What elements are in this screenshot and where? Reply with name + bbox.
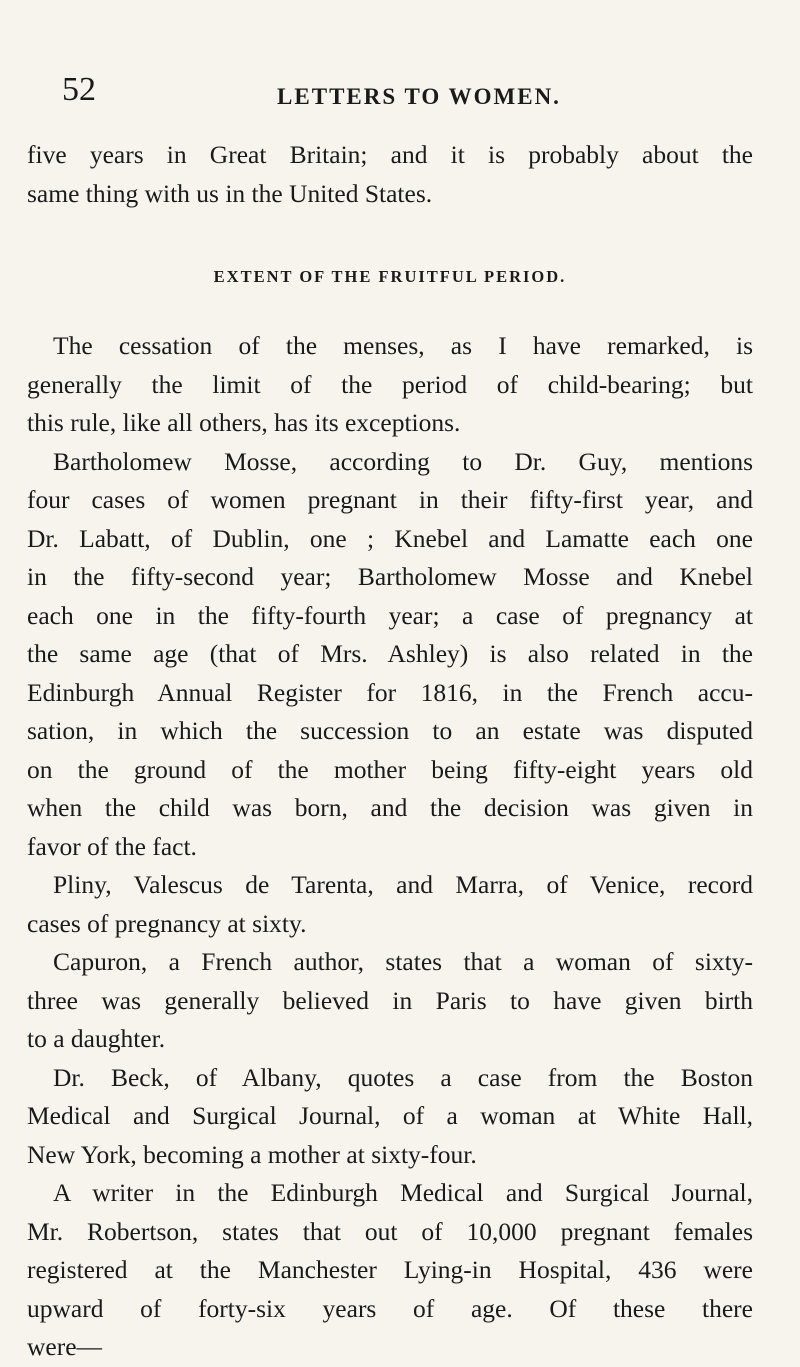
text-line: registered at the Manchester Lying-in Hospital, 436 were	[27, 1255, 753, 1284]
paragraph	[27, 1059, 753, 1175]
body-text	[27, 136, 753, 1367]
text-line: upward of forty-six years of age. Of these there	[27, 1293, 753, 1323]
text-line: Capuron, a French author, states that a woman of sixty-	[53, 947, 753, 976]
text-line: sation, in which the succession to an estate was disputed	[27, 716, 753, 745]
running-head	[40, 0, 768, 109]
paragraph	[27, 327, 753, 443]
text-line: Pliny, Valescus de Tarenta, and Marra, of Venice, record	[53, 870, 753, 899]
intro-paragraph	[27, 136, 753, 213]
text-line: when the child was born, and the decision was given in	[27, 793, 753, 822]
text-line: Medical and Surgical Journal, of a woman at White Hall,	[27, 1101, 753, 1130]
text-line: to a daughter.	[27, 1024, 166, 1053]
paragraph	[27, 443, 753, 867]
paragraph	[27, 1174, 753, 1367]
text-line: Dr. Beck, of Albany, quotes a case from the Boston	[53, 1062, 753, 1092]
text-line: same thing with us in the United States.	[27, 178, 433, 208]
text-line: Dr. Labatt, of Dublin, one ; Knebel and Lamatte each one	[27, 523, 753, 553]
text-line: favor of the fact.	[27, 831, 197, 861]
text-line: three was generally believed in Paris to have given birth	[27, 985, 753, 1015]
text-line: each one in the fifty-fourth year; a case of pregnancy at	[27, 600, 753, 630]
text-line: Mr. Robertson, states that out of 10,000 pregnant females	[27, 1216, 753, 1246]
text-line: generally the limit of the period of child-bearing; but	[27, 369, 753, 399]
text-line: The cessation of the menses, as I have remarked, is	[53, 331, 753, 360]
running-title: LETTERS TO WOMEN.	[277, 84, 561, 109]
text-line: in the fifty-second year; Bartholomew Mosse and Knebel	[27, 562, 753, 591]
text-line: New York, becoming a mother at sixty-four.	[27, 1139, 477, 1169]
paragraph	[27, 866, 753, 943]
text-line: four cases of women pregnant in their fifty-first year, and	[27, 485, 753, 514]
page-number: 52	[62, 71, 96, 108]
book-page	[40, 0, 768, 109]
text-line: A writer in the Edinburgh Medical and Surgical Journal,	[53, 1178, 753, 1207]
text-line: this rule, like all others, has its exceptions.	[27, 408, 461, 437]
text-line: Bartholomew Mosse, according to Dr. Guy, mentions	[53, 446, 753, 476]
paragraphs	[27, 327, 753, 1367]
text-line: cases of pregnancy at sixty.	[27, 908, 307, 938]
section-heading: EXTENT OF THE FRUITFUL PERIOD.	[213, 267, 567, 286]
text-line: five years in Great Britain; and it is probably about the	[27, 140, 753, 169]
text-line: were—	[27, 1332, 103, 1361]
text-line: on the ground of the mother being fifty-eight years old	[27, 754, 753, 784]
paragraph	[27, 943, 753, 1059]
text-line: Edinburgh Annual Register for 1816, in the French accu-	[27, 677, 753, 707]
text-line: the same age (that of Mrs. Ashley) is also related in the	[27, 639, 753, 668]
